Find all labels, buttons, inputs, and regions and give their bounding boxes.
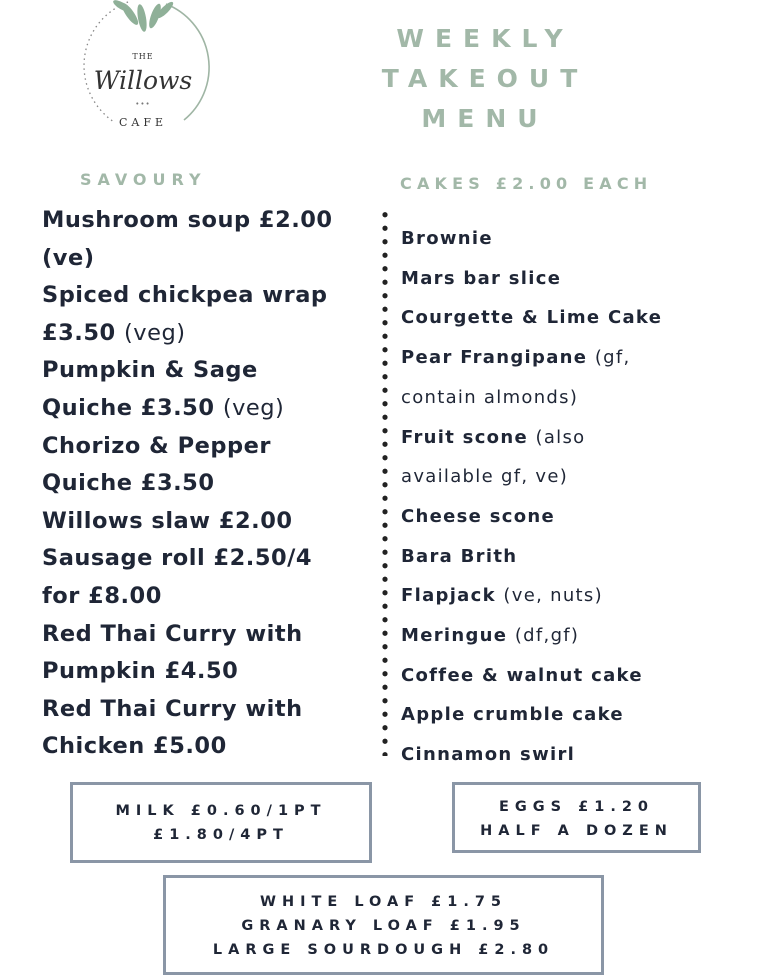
cake-item — [401, 219, 761, 259]
title-takeout: TAKEOUT — [381, 64, 589, 93]
cakes-heading: CAKES £2.00 EACH — [400, 174, 653, 193]
savoury-item-text: for £8.00 — [42, 582, 162, 609]
willow-leaves-icon — [112, 0, 176, 32]
logo-dots: ••• — [135, 100, 151, 108]
savoury-item — [42, 277, 377, 315]
cake-item — [401, 457, 761, 497]
cafe-logo — [68, 0, 218, 140]
cake-item-text: Cinnamon swirl — [401, 744, 576, 766]
savoury-item-text: Red Thai Curry with — [42, 620, 303, 647]
savoury-item — [42, 315, 377, 353]
cake-item-text: Courgette & Lime Cake — [401, 307, 663, 329]
logo-the: THE — [132, 52, 154, 61]
milk-price-line1: MILK £0.60/1PT — [115, 803, 327, 819]
savoury-item-text: Chorizo & Pepper — [42, 432, 271, 459]
savoury-item — [42, 503, 377, 541]
bread-box — [163, 875, 604, 975]
cake-item-note: available gf, ve) — [401, 466, 569, 488]
cake-item-text: Cheese scone — [401, 505, 556, 527]
cake-item-text: Apple crumble cake — [401, 704, 624, 726]
cake-item — [401, 259, 761, 299]
savoury-item — [42, 578, 377, 616]
savoury-item-text: Sausage roll £2.50/4 — [42, 545, 313, 572]
savoury-item-text: £3.50 — [42, 319, 125, 346]
eggs-price-line2: HALF A DOZEN — [480, 823, 673, 839]
bread-sourdough: LARGE SOURDOUGH £2.80 — [212, 942, 555, 958]
cake-item-note: (also — [535, 426, 586, 448]
bread-granary-loaf: GRANARY LOAF £1.95 — [241, 918, 526, 934]
savoury-item — [42, 653, 377, 691]
savoury-item — [42, 202, 377, 240]
savoury-item-note: (veg) — [124, 319, 186, 346]
cake-item — [401, 378, 761, 418]
cake-item — [401, 418, 761, 458]
savoury-item-text: Quiche £3.50 — [42, 394, 223, 421]
savoury-item — [42, 691, 377, 729]
milk-price-line2: £1.80/4PT — [153, 827, 289, 843]
cake-item — [401, 537, 761, 577]
logo-cafe: CAFE — [118, 116, 168, 129]
cake-item-note: (df,gf) — [514, 625, 580, 647]
cake-item — [401, 338, 761, 378]
savoury-item-text: Pumpkin & Sage — [42, 357, 258, 384]
savoury-item — [42, 728, 377, 766]
cake-item-text: Brownie — [401, 228, 493, 249]
cakes-list — [401, 219, 761, 775]
savoury-item-text: (ve) — [42, 244, 95, 271]
savoury-item-text: Red Thai Curry with — [42, 695, 303, 722]
eggs-price-line1: EGGS £1.20 — [498, 799, 655, 815]
cake-item-text: Mars bar slice — [401, 267, 562, 289]
savoury-item-text: Willows slaw £2.00 — [42, 507, 293, 534]
logo-name: Willows — [93, 66, 193, 95]
savoury-item-text: Spiced chickpea wrap — [42, 282, 328, 309]
cake-item — [401, 497, 761, 537]
cake-item-text: Meringue — [401, 625, 515, 647]
savoury-item — [42, 240, 377, 278]
dotted-divider — [381, 208, 389, 756]
savoury-item — [42, 616, 377, 654]
cake-item-text: Flapjack — [401, 585, 504, 607]
cake-item-note: contain almonds) — [401, 386, 579, 408]
cake-item — [401, 576, 761, 616]
savoury-item-text: Chicken £5.00 — [42, 733, 227, 760]
cake-item — [401, 735, 761, 775]
savoury-item — [42, 428, 377, 466]
bread-white-loaf: WHITE LOAF £1.75 — [259, 894, 508, 910]
savoury-item-note: (veg) — [222, 394, 285, 421]
savoury-item — [42, 465, 377, 503]
cake-item-text: Coffee & walnut cake — [401, 664, 643, 686]
savoury-item — [42, 540, 377, 578]
savoury-item — [42, 390, 377, 428]
cake-item-text: Fruit scone — [401, 426, 536, 448]
cake-item — [401, 298, 761, 338]
cake-item — [401, 616, 761, 656]
eggs-box — [452, 782, 701, 853]
cake-item-note: (ve, nuts) — [503, 585, 603, 607]
savoury-item-text: Quiche £3.50 — [42, 470, 215, 497]
savoury-item-text: Pumpkin £4.50 — [42, 658, 239, 685]
cake-item-text: Pear Frangipane — [401, 347, 595, 369]
savoury-list — [42, 202, 377, 766]
title-weekly: WEEKLY — [396, 24, 574, 53]
cake-item-note: (gf, — [594, 347, 631, 369]
cake-item-text: Bara Brith — [401, 545, 518, 567]
title-menu: MENU — [421, 104, 549, 133]
savoury-heading: SAVOURY — [80, 170, 207, 189]
savoury-item — [42, 352, 377, 390]
milk-box — [70, 782, 372, 863]
cake-item — [401, 695, 761, 735]
cake-item — [401, 656, 761, 696]
savoury-item-text: Mushroom soup £2.00 — [42, 207, 333, 233]
